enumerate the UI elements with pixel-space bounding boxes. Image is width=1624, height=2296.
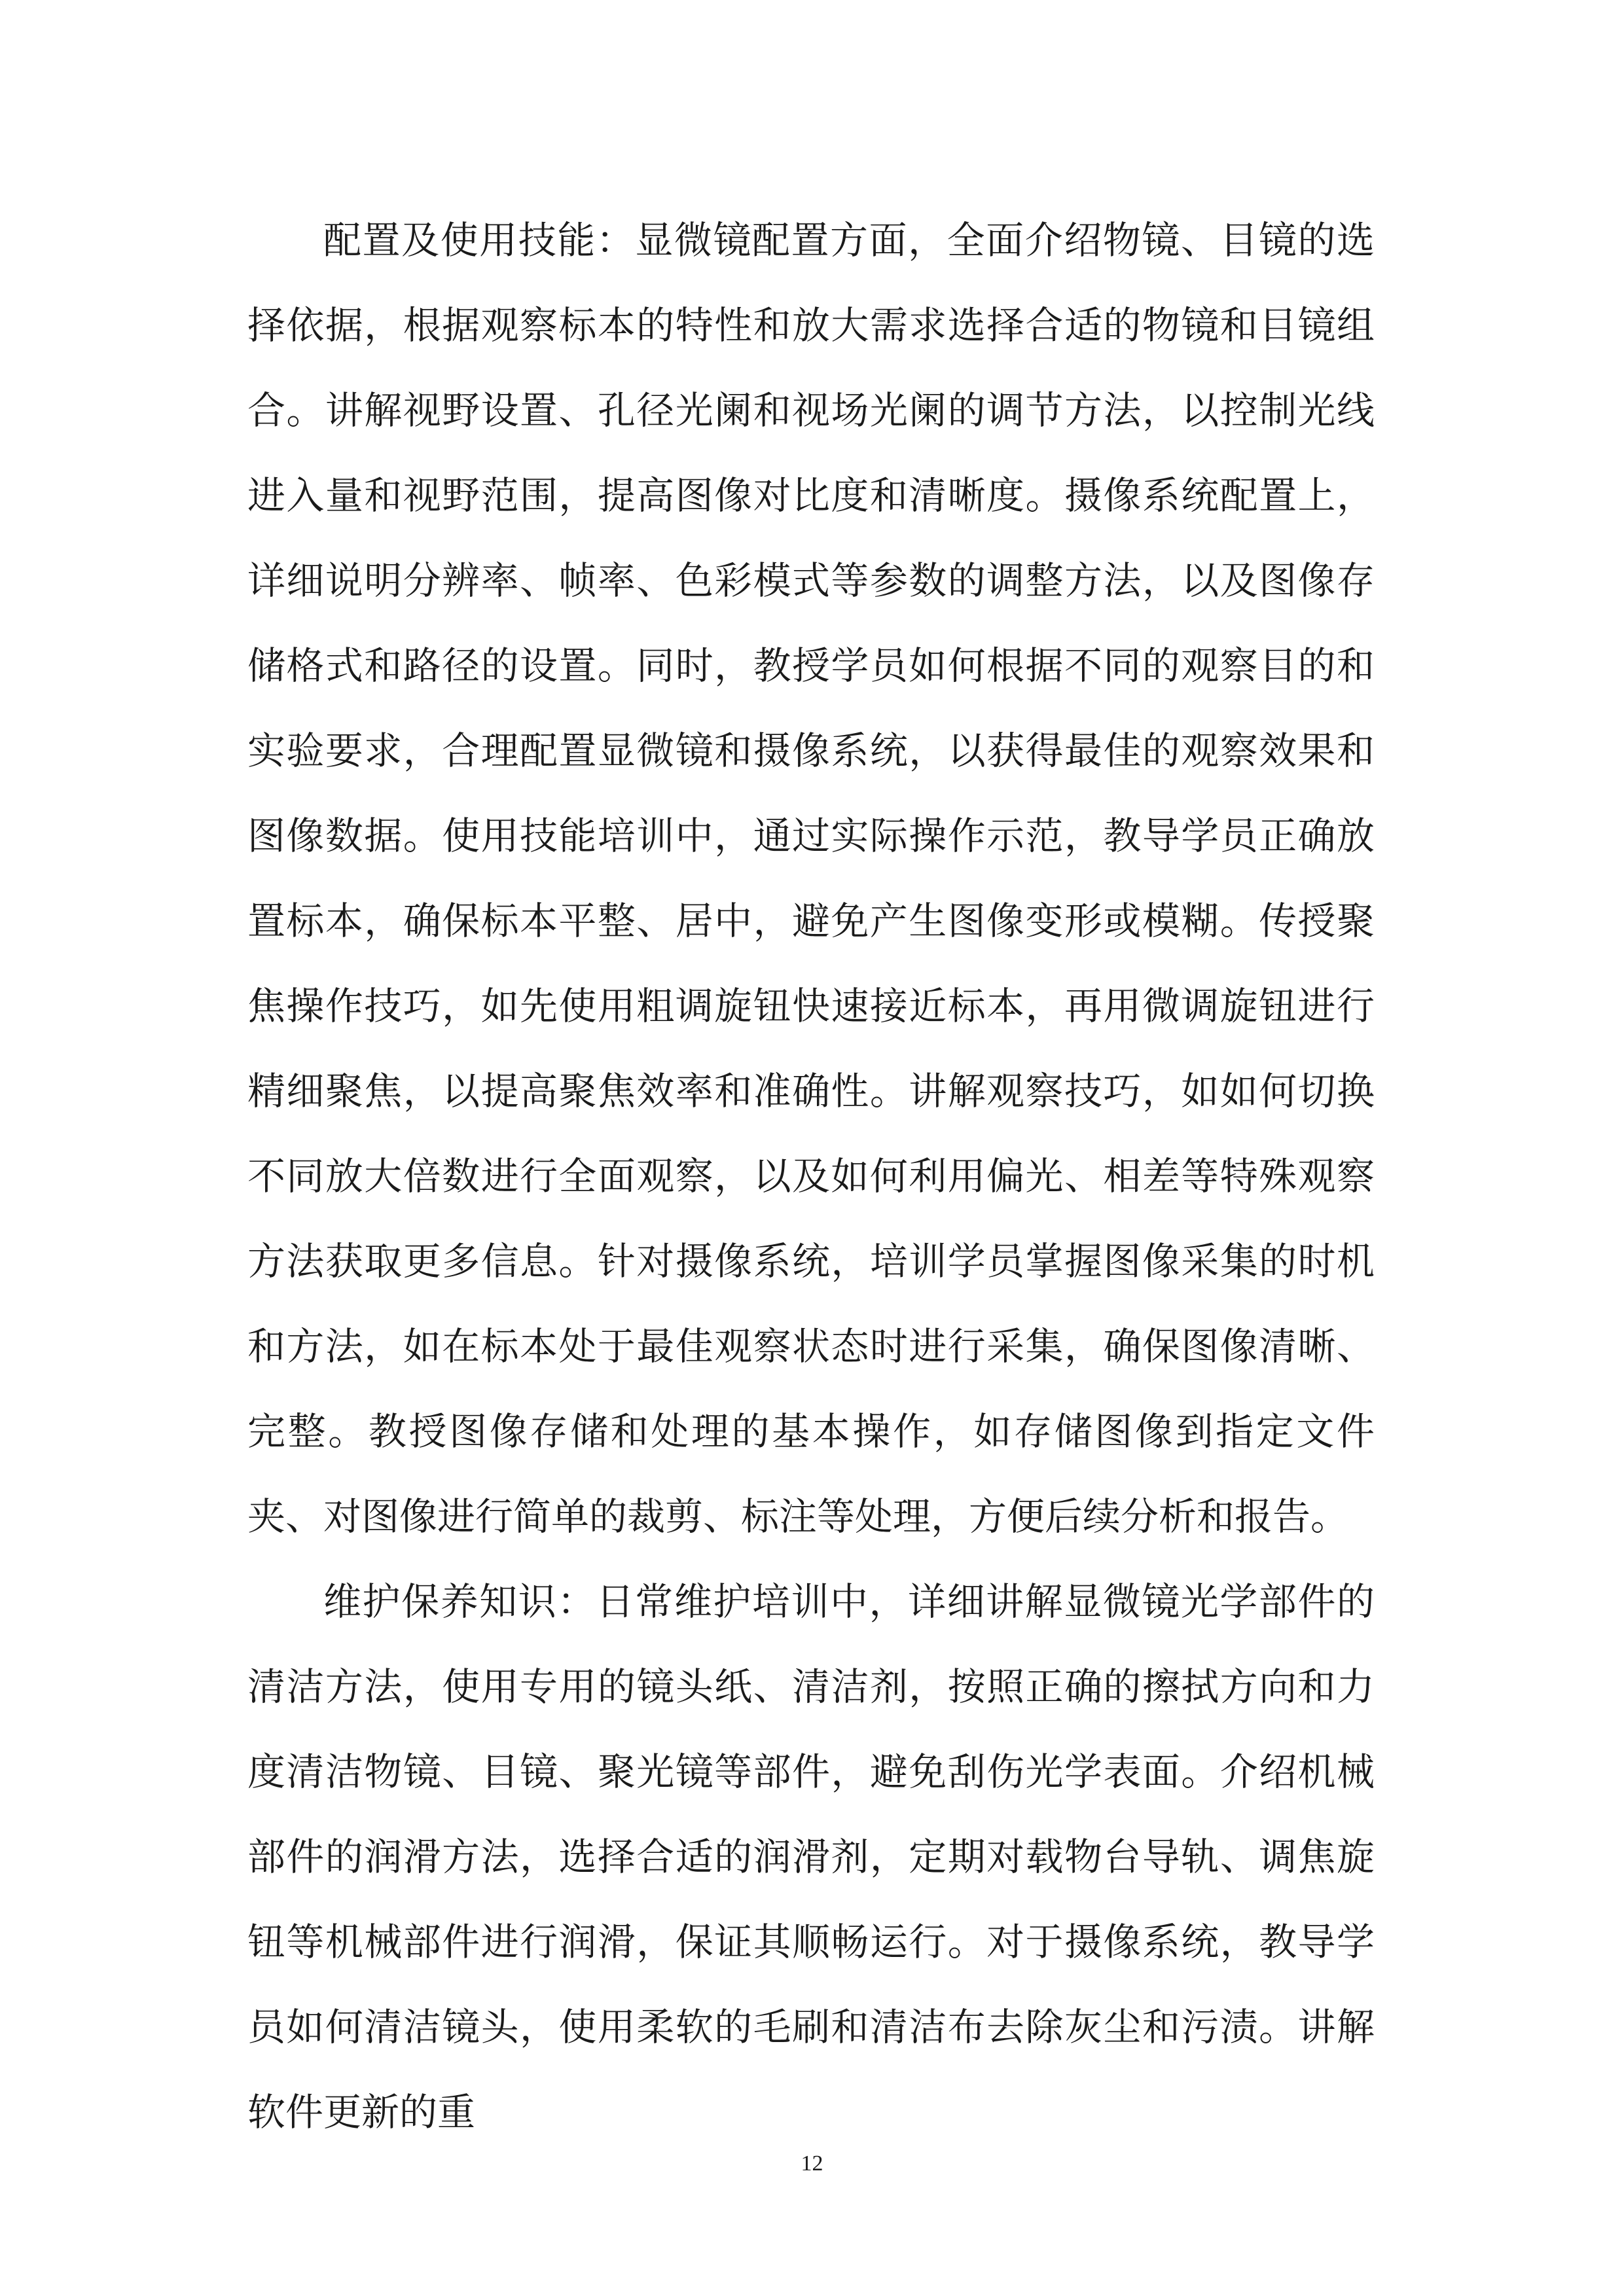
body-text xyxy=(247,198,1375,2155)
page-number: 12 xyxy=(801,2151,823,2176)
paragraph-configuration-skills: 配置及使用技能：显微镜配置方面，全面介绍物镜、目镜的选择依据，根据观察标本的特性和放大需求选择合适的物镜和目镜组合。讲解视野设置、孔径光阑和视场光阑的调节方法，以控制光线进入量和视野范围，提高图像对比度和清晰度。摄像系统配置上，详细说明分辨率、帧率、色彩模式等参数的调整方法，以及图像存储格式和路径的设置。同时，教授学员如何根据不同的观察目的和实验要求，合理配置显微镜和摄像系统，以获得最佳的观察效果和图像数据。使用技能培训中，通过实际操作示范，教导学员正确放置标本，确保标本平整、居中，避免产生图像变形或模糊。传授聚焦操作技巧，如先使用粗调旋钮快速接近标本，再用微调旋钮进行精细聚焦，以提高聚焦效率和准确性。讲解观察技巧，如如何切换不同放大倍数进行全面观察，以及如何利用偏光、相差等特殊观察方法获取更多信息。针对摄像系统，培训学员掌握图像采集的时机和方法，如在标本处于最佳观察状态时进行采集，确保图像清晰、完整。教授图像存储和处理的基本操作，如存储图像到指定文件夹、对图像进行简单的裁剪、标注等处理，方便后续分析和报告。 xyxy=(247,218,1375,1539)
paragraph-maintenance-knowledge: 维护保养知识：日常维护培训中，详细讲解显微镜光学部件的清洁方法，使用专用的镜头纸、清洁剂，按照正确的擦拭方向和力度清洁物镜、目镜、聚光镜等部件，避免刮伤光学表面。介绍机械部件的润滑方法，选择合适的润滑剂，定期对载物台导轨、调焦旋钮等机械部件进行润滑，保证其顺畅运行。对于摄像系统，教导学员如何清洁镜头，使用柔软的毛刷和清洁布去除灰尘和污渍。讲解软件更新的重 xyxy=(247,1579,1375,2134)
